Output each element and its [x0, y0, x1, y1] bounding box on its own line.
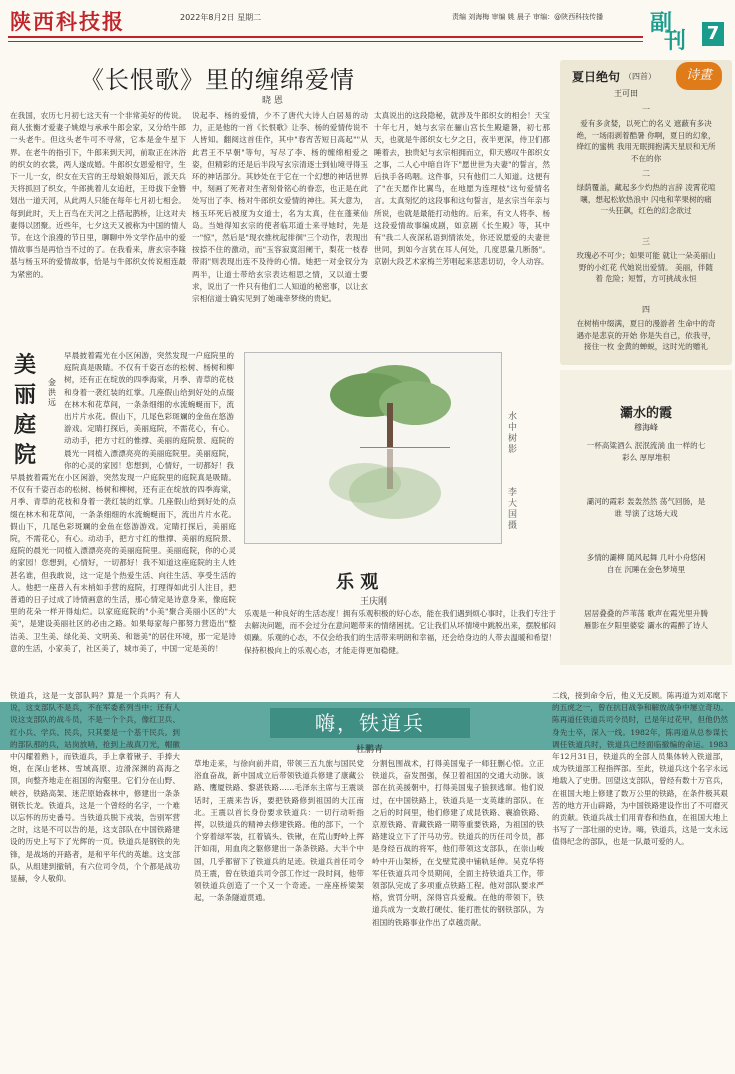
- tree-illustration-icon: [245, 353, 501, 543]
- poem2-stanza: 居居叠叠的芦苇荡 歌声在霞光里升腾 雁影在夕阳里婆娑 灞水的霞醉了诗人: [584, 609, 708, 630]
- article1-title: 《长恨歌》里的缠绵爱情: [80, 66, 355, 94]
- masthead-rule: [8, 36, 643, 38]
- photo-caption-author: 李大国 摄: [508, 488, 518, 531]
- photo-caption-title: 水中树影: [508, 412, 518, 455]
- tree-shadow-photo: [244, 352, 502, 544]
- article1-column-2: 说起李、杨的爱情，少不了唐代大诗人白居易的动力，正是他的一首《长恨歌》让李、杨的爱情传说不人皆知。翻阅这首佳作，其中"春宵苦短日高起""从此君王不早朝"等句，写尽了李、杨的缠绵相爱之姿，但精彩的还是后半段写玄宗清逐士到仙境寻得玉环的神话部分。其妙处在于它在一个幻想的神话世界中，刻画了死者对生者刻骨铭心的眷恋，也正是在此处写出了李、杨对牛郎织女爱情的神往。其大意为，杨玉环死后被度为女道士，名为太真，住在蓬莱仙岛。当她得知玄宗的使者临邛道士来寻她时，先是一"惊"，然后是"现衣推枕起徘徊"三个动作，表现出按捺不住的激动，而"玉容寂寞泪阑干，梨花一枝春带雨"则表现出连不及待的心情。她把一对金钗分为两半，让道士带给玄宗表达相思之情，又以道士要求，说出了一件只有他们二人知道的秘密事，以让玄宗相信道士确实见到了她魂牵梦绕的贵妃。: [192, 111, 368, 304]
- section-label-2: 刊: [664, 29, 687, 54]
- article4-author: 杜鹏青: [356, 745, 384, 755]
- stanza-number: 一: [642, 105, 650, 114]
- article2-body: 早晨披着霞光在小区闲游，突然发现一户庭院里的庭院真是吸睛。不仅有千姿百态的松树、杨树和柳树，还有正在绽放的四季海棠，月季、青草的花枝和身着一袭红装的红掌。几座假山给到好处的点缀在林木和花草间，一条条细细的水流蜿蜒而下，流出片片水花。假山下，几尾色彩斑斓的金鱼在悠游游戏。定睛打探后，美丽庭院，不需花心，有心。动动手，把方寸红的惟撑、美丽的庭院景、庭院的晨光一同植入漂漂亮亮的美丽庭院里。美丽庭院，你的心灵的家园！您想到，心情好，一切都好！我不知道这座庭院的主人姓甚名谁，但我敢说，这一定是个热爱生活、向往生活、享受生活的人。他把一座普入有未梢如手营的庭院，打理得如此引人注目，把普通的日子过成了诗情画意的生活，那心情定是诗意身来，像庭院里的花朵一样开得灿烂。以家庭庭院的"小美"聚合美丽小区的"大美"，是建设美丽社区的必由之路。如果每家每户都努力营造出"整洁美、卫生美、绿化美、文明美、和谐美"的居住环境，那一定是诗意的生活，小家美了，社区美了，城市美了，中国一定是美的！: [10, 473, 236, 653]
- article1-author: 晓 恩: [262, 96, 283, 106]
- article4-column-3: 分割包围战术，打得美国鬼子一师狂删心惊。立正铁道兵，奋发图强，保卫着祖国的交通大动脉。该部在抗美援朝中，打得美国鬼子狼狈逃窜。他们说过，在中国铁路上，铁道兵是一支英雄的部队。在之后的时间里，他们修建了成昆铁路、襄渝铁路、京原铁路、青藏铁路一期等重要铁路，为祖国的铁路建设立下了汗马功劳。铁道兵的历任司令员，都是身经百战的将军，他们带领这支部队，在崇山峻岭中开山架桥，在戈壁荒漠中铺轨延伸。吴克华将军任铁道兵司令员期间，全面主持铁道兵工作，带领部队完成了多项重点铁路工程。他对部队要求严格，赏罚分明，深得官兵爱戴。在他的带领下，铁道兵成为一支敢打硬仗、能打胜仗的钢铁部队，为祖国的铁路事业作出了卓越贡献。: [372, 759, 544, 927]
- poetry-badge: 诗畫: [676, 62, 722, 90]
- article2-author: 金洪远: [48, 378, 56, 407]
- poem2-stanza: 一杯高粱酒么 泯泯流淌 血一样的七彩么 厚厚堆积: [586, 441, 706, 462]
- poem2-author: 穆海峰: [634, 423, 658, 432]
- article4-column-4: 二线，接到命令后，他义无反顾。陈再道为刘邓麾下的五虎之一，曾在抗日战争和解放战争中屡立奇功。陈再道任铁道兵司令员时，已是年过花甲，但他仍然身先士卒，深入一线。1982年，陈再道从总参谋长调任铁道兵时，铁道兵已经面临撤编的命运。1983年12月31日，铁道兵的全部人员集体转入铁道部，成为铁道部工程指挥部。至此，铁道兵这个名字永远地载入了史册。回望这支部队，曾经有数十万官兵，在祖国大地上修建了数万公里的铁路，在条件极其艰苦的地方开山辟路，为中国铁路建设作出了不可磨灭的贡献。铁道兵战士们用青春和热血，在祖国大地上书写了一部壮丽的史诗。嗨，铁道兵，这是一支永远值得纪念的部队，也是一队最可爱的人。: [552, 691, 728, 847]
- article2-title: 美丽庭院: [14, 352, 37, 468]
- section-label: 副: [650, 11, 673, 36]
- masthead-rule-thin: [8, 41, 643, 42]
- page-number: 7: [702, 22, 724, 46]
- poem2-stanza: 灞河的霞彩 轰轰然然 荡气回肠，是谁 导演了这场大戏: [586, 497, 706, 518]
- stanza-number: 三: [642, 237, 650, 246]
- poem1-subtitle: （四首）: [624, 72, 656, 81]
- poem1-title: 夏日绝句: [572, 70, 621, 84]
- article4-column-1: 铁道兵，这是一支部队吗？算是一个兵吗？有人说，这支部队不是兵，不在军委系列当中；还有人说这支部队的战斗员，不是一个个兵，像红卫兵、红小兵、学兵、民兵，只其要是一个基干民兵。到的部队那的兵，站岗放哨，抢到上战真刀光，帽徽中闪耀着熟ト，而铁道兵，手上拿着锹子、手捧大炮，在深山老林、雪域高原、边滑深渊的高海之顶，向整齐地走在祖国的沟壑里。它们分在山野、峡谷，铁路高架、迷茫原始森林中，修建出一条条钢铁长龙。铁道兵，这是一个曾经的名字，一个难以忘怀的历史番号。当铁道兵脱下戎装，告别军营之时，这是不可以告的是，这支部队在中国铁路建设的历史上写下了光辉的一页。铁道兵是钢铁的先锋，是战场的开路者，是和平年代的英雄。这支部队，从组建到撤销，有六位司令员，个个都是战功显赫，令人敬仰。: [10, 691, 180, 884]
- stanza-number: 二: [642, 169, 650, 178]
- article1-column-1: 在我国，农历七月初七这天有一个非常美好的传说。商人张衡才爱妻子姚煌与承承牛郎会家，又分给牛郎一头老牛。但这头老牛可不寻常，它本是金牛星下界。在老牛的指引下，牛郎来到天河，前取正在沐浴的织女的衣裳，两人遂成婚。牛郎织女恩爱相守，生下一儿一女，织女在天宫的王母娘娘得知后，派天兵天将抓回了织女，牛郎挑着儿女追赶，王母拔下金簪划出一道天河，从此两人只能在每年七月初七相会。每到此时，天上百鸟在天河之上搭起鹊桥，让这对夫妻得以团聚。近些年，七夕这天又被称为中国的情人节。在这个浪漫的节日里，聊聊中外文学作品中的爱情故事当是再恰当不过的了。在我看来，唐玄宗李隆基与杨玉环的爱情故事，恰是与牛郎织女传说相连最为紧密的。: [10, 111, 186, 279]
- poem1-author: 王可田: [614, 89, 638, 98]
- issue-date: 2022年8月2日 星期二: [180, 13, 262, 22]
- article1-column-3: 太真说出的这段隐秘，就涉及牛郎织女的相会！天宝十年七月，她与玄宗在骊山宫长生殿避暑，初七那天，也就是牛郎织女七夕之日，夜半更深，侍卫们都睡着去，独贵妃与玄宗相拥而立，仰天感叹牛郎织女之事，二人心中暗自许下"愿世世为夫妻"的誓言，然后执手各呜咽。这件事，只有他们二人知道。这便有了"在天愿作比翼鸟，在地愿为连理枝"这句爱情名言。太真刻忆的这段事和这句誓言，是玄宗当年亲与所说，也就是最能打动他的。后来，有文人将李、杨这段爱情故事编成剧，如京剧《长生殿》等，其中有"我二人夜深私语到情浓处，你还说愿爱的夫妻世世同，到如今言犹在耳人何处，几度思量几断肠"。京剧大段艺术家梅兰芳唱起来悲悲切切，令人动容。: [374, 111, 550, 267]
- editor-credits: 责编 刘海梅 审编 姚 晨子 审编：@陕西科技传播: [452, 13, 604, 21]
- article2-body-top: 早晨披着霞光在小区闲游，突然发现一户庭院里的庭院真是吸睛。不仅有千姿百态的松树、杨树和柳树，还有正在绽放的四季海棠，月季、青草的花枝和身着一袭红装的红掌。几座假山给到好处的点缀在林木和花草间，一条条细细的水流蜿蜒而下，流出片片水花。假山下，几尾色彩斑斓的金鱼在悠游游戏。定睛打探后，美丽庭院，不需花心，有心。动动手，把方寸红的惟撑、美丽的庭院景、庭院的晨光一同植入漂漂亮亮的美丽庭院里。美丽庭院，你的心灵的家园！您想到，心情好，一切都好！我: [64, 351, 234, 470]
- article3-body: 乐观是一种良好的生活态度！拥有乐观积极的好心态，能在我们遇到烦心事时，让我们专注于去解决问题，而不会过分在意问题带来的情绪困扰。它让我们从坏情境中跳脱出来，摆脱郁闷烦躁。乐观的心态，不仅会给我们的生活带来明朗和幸福，还会给身边的人带去温暖和希望！保持积极向上的乐观心态，才能走得更加稳健。: [244, 609, 556, 655]
- article4-title: 嗨，铁道兵: [270, 708, 470, 738]
- masthead-brand: 陕西科技报: [10, 9, 125, 34]
- article3-title: 乐 观: [336, 572, 379, 593]
- stanza-text: 玫瑰必不可少；如果可能 就让一朵美丽山野的小红花 代她说出爱情。 美丽，伴随着 危险；短暂，方可挑战永恒: [576, 251, 716, 283]
- stanza-text: 绿荫覆盖，藏起多少灼热的言辞 凌霄花喧嚷，想起松软热浪中 闪电和苹果树的痛 一头狂飙，红色的幻念欲过: [576, 183, 716, 215]
- stanza-text: 在树梢中缀满，夏日的漫游者 生命中的奇遇亦是悲哀的开始 你是失自己，依我寻，接住一枚 金黄的蝉蜕，这时光的赠礼: [576, 319, 716, 351]
- poem2-stanza: 多情的灞柳 随风起舞 几叶小舟悠闲自在 沉睡在金色梦境里: [586, 553, 706, 574]
- poem2-title: 灞水的霞: [619, 406, 672, 421]
- article3-author: 王庆刚: [360, 597, 388, 607]
- stanza-text: 爱有多贪婪，以死亡的名义 遮蔽有多决绝，一场雨剥着酷暑 你啊，夏日的幻象，绛红的蜜桃 我用无眠拥抱满天星辰和无所不在的你: [576, 119, 716, 163]
- article4-column-2: 草地走来，与徐向前并肩，带领三五九旅与国民党浴血奋战，新中国成立后带领铁道兵修建了康藏公路、鹰厦铁路、黎湛铁路……毛泽东主席与王震谈话时，王震来告诉，要把铁路修到祖国的大江南北。王震以首长身份要求铁道兵：一切行动听指挥，以铁道兵的精神去修建铁路。他的部下，一个个穿着绿军装，扛着镐头、铁锹，在荒山野岭上挥汗如雨，用血肉之躯修建出一条条铁路。大半个中国，几乎都留下了铁道兵的足迹。铁道兵首任司令员王震，曾在铁道兵司令部工作过一段时间，他带领铁道兵创造了一个又一个奇迹。一座座桥梁架起，一条条隧道贯通。: [194, 759, 364, 903]
- stanza-number: 四: [642, 305, 650, 314]
